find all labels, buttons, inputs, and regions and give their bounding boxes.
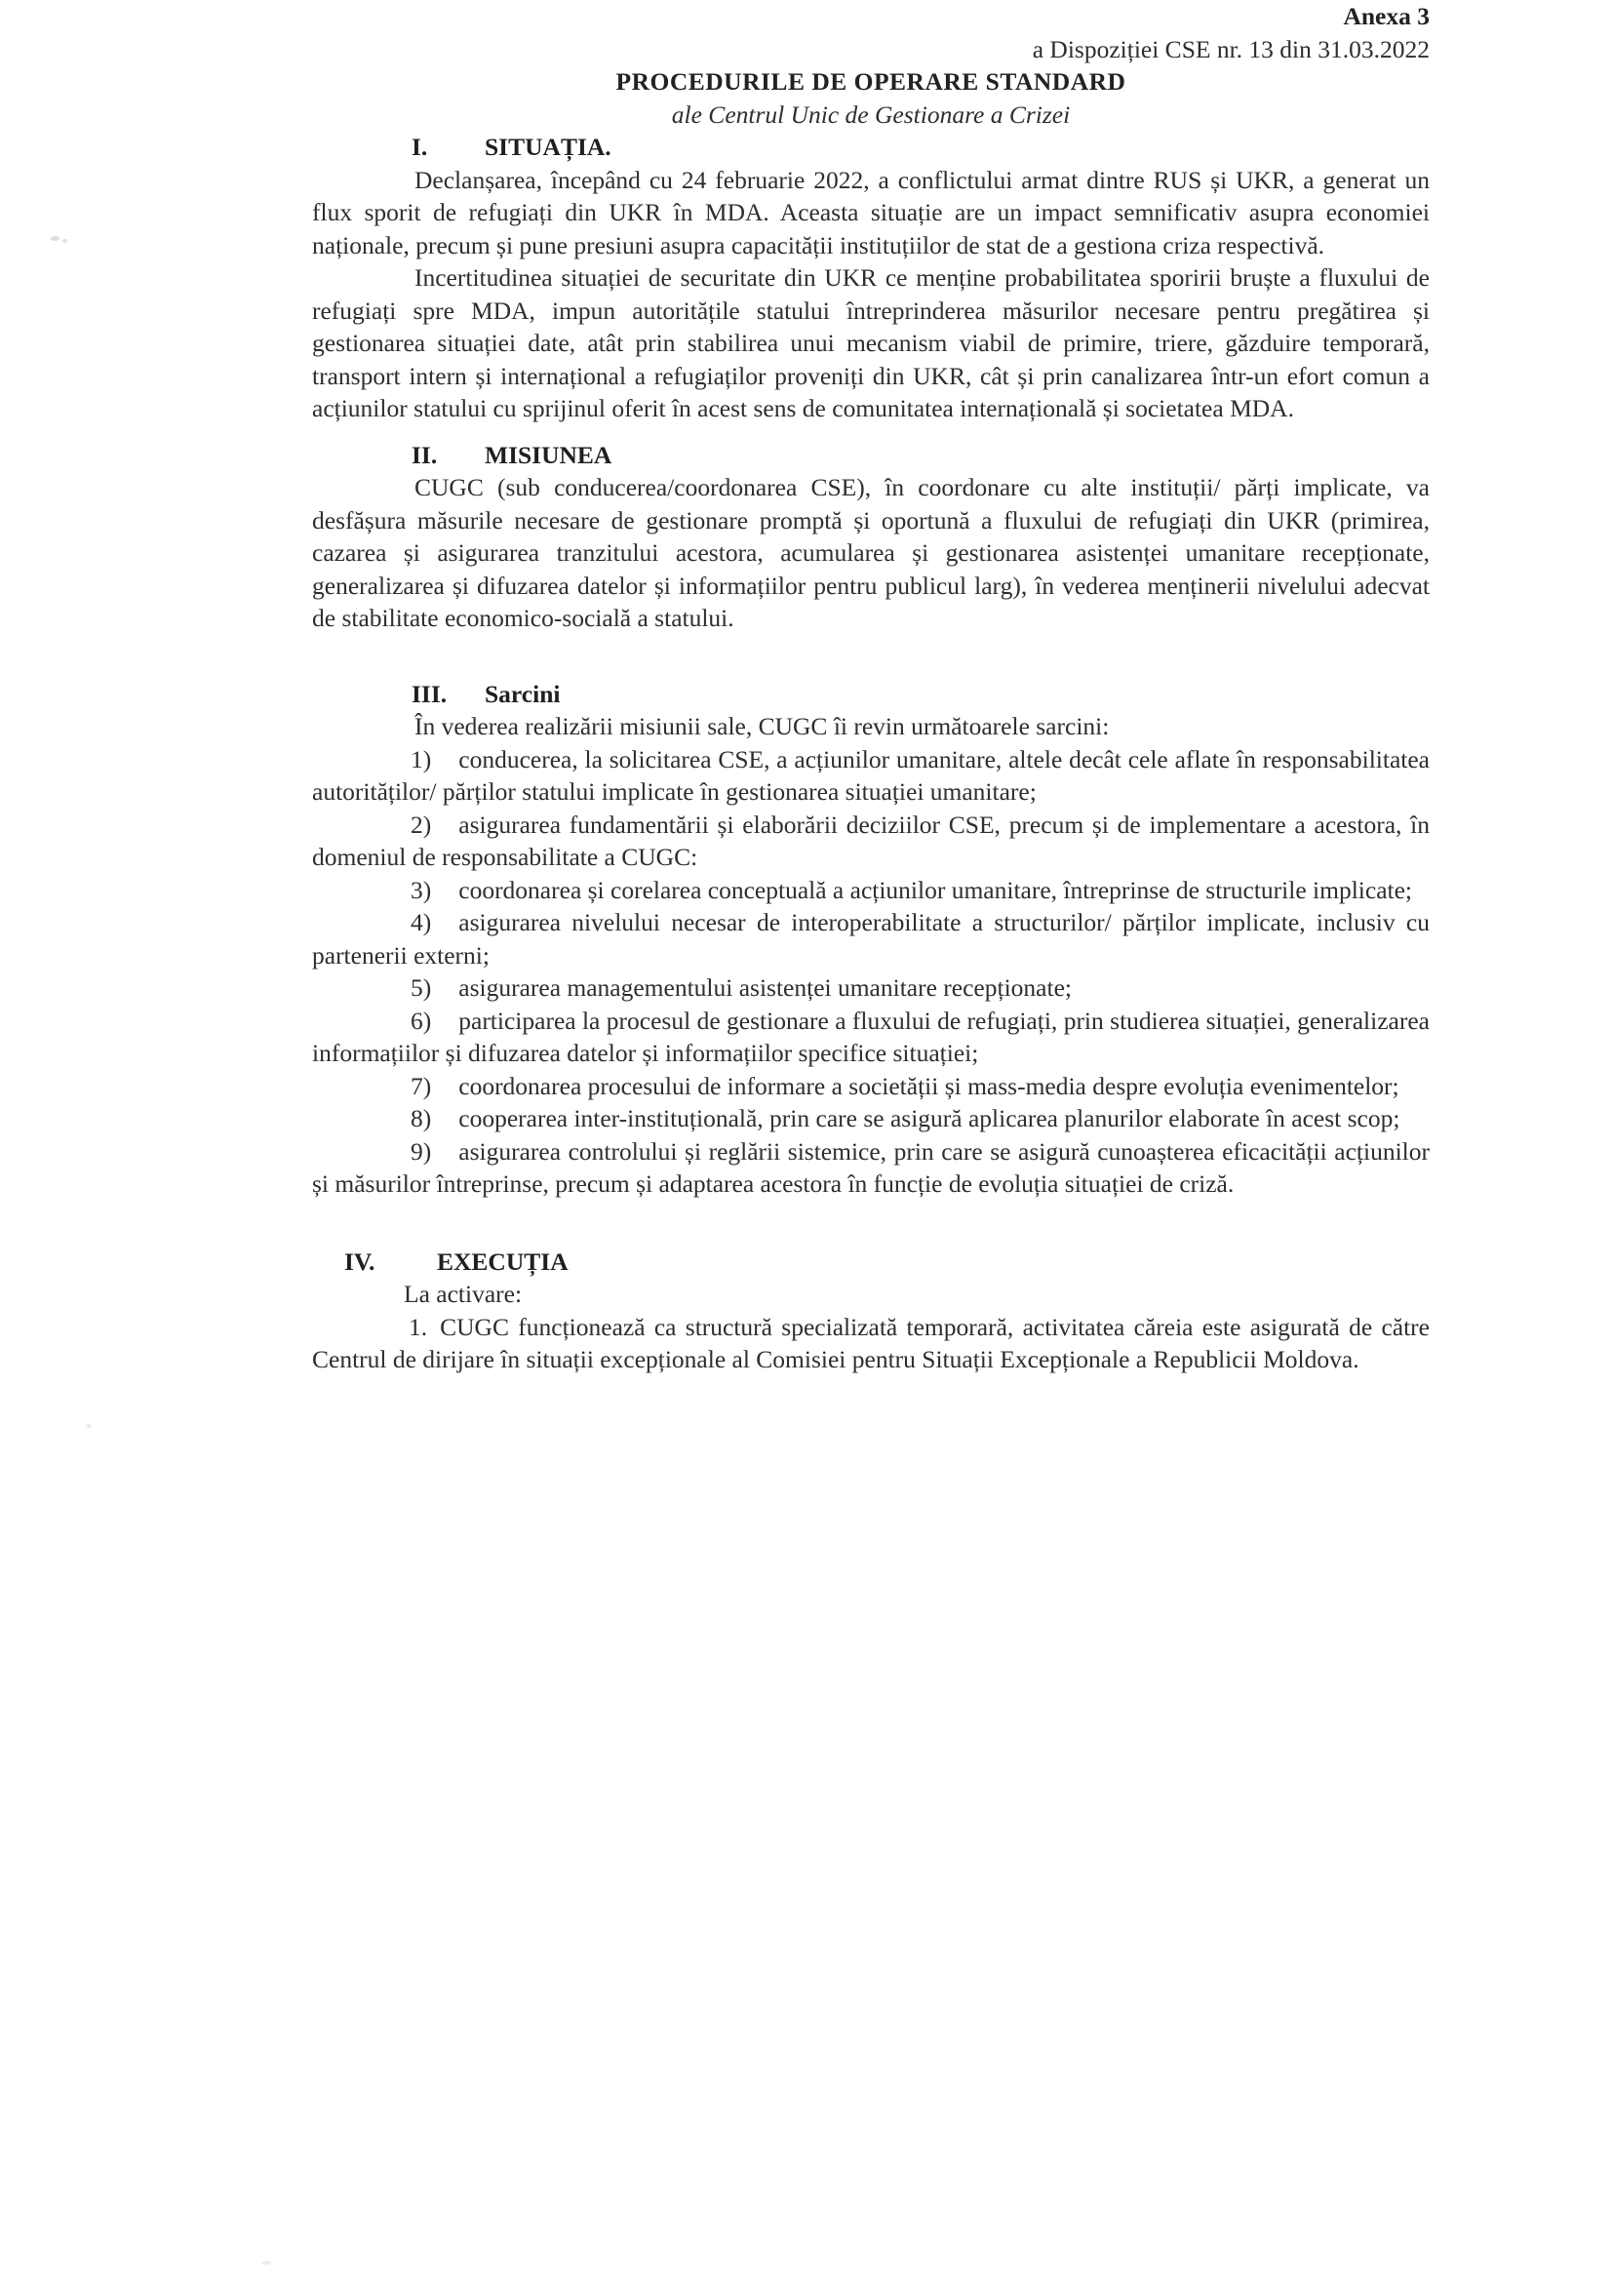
paragraph: Incertitudinea situației de securitate din UKR ce menține probabilitatea sporirii bruște a fluxului de refugiați spre MDA, impun autoritățile statului întreprinderea măsurilor necesare pentru pregătirea și gestionarea situației date, atât prin stabilirea unui mecanism viabil de primire, triere, găzduire temporară, transport intern și internațional a refugiaților proveniți din UKR, cât și prin canalizarea într-un efort comun a acțiunilor statului cu sprijinul oferit în acest sens de comunitatea internațională și societatea MDA.: [312, 263, 1430, 422]
section-intro: La activare:: [404, 1280, 523, 1308]
section-title: EXECUȚIA: [437, 1247, 569, 1276]
item-text: conducerea, la solicitarea CSE, a acțiunilor umanitare, altele decât cele aflate în responsabilitatea autorităților/ părților statului implicate în gestionarea situației umanitare;: [312, 744, 1430, 806]
document-title: PROCEDURILE DE OPERARE STANDARD: [615, 67, 1126, 96]
item-number: 8): [411, 1104, 432, 1132]
section-heading-sarcini: [312, 678, 1430, 711]
item-number: 1.: [409, 1312, 428, 1341]
annex-label: Anexa 3: [1343, 2, 1430, 30]
section-number: IV.: [344, 1247, 375, 1276]
item-number: 2): [411, 810, 432, 839]
item-number: 7): [411, 1071, 432, 1100]
list-item: [312, 971, 1430, 1005]
list-item: [312, 1135, 1430, 1201]
list-item: [312, 1005, 1430, 1070]
item-number: 1): [411, 744, 432, 773]
item-text: CUGC funcționează ca structură specializată temporară, activitatea căreia este asigurată de către Centrul de dirijare în situații excepționale al Comisiei pentru Situații Excepționale a Republicii Moldova.: [312, 1312, 1430, 1373]
list-item: [312, 1102, 1430, 1135]
paragraph: CUGC (sub conducerea/coordonarea CSE), în coordonare cu alte instituții/ părți implicate, va desfășura măsurile necesare de gestionare promptă și oportună a fluxului de refugiați din UKR (primirea, cazarea și asigurarea tranzitului acestora, acumularea și gestionarea asistenței umanitare recepționate, generalizarea și difuzarea datelor și informațiilor pentru publicul larg), în vederea menținerii nivelului adecvat de stabilitate economico-socială a statului.: [312, 473, 1430, 632]
document-content: [312, 0, 1430, 1376]
section-heading-executia: [312, 1246, 1430, 1279]
scan-speck: [86, 1424, 92, 1428]
section-number: II.: [412, 440, 438, 469]
paragraph: Declanșarea, începând cu 24 februarie 2022, a conflictului armat dintre RUS și UKR, a generat un flux sporit de refugiați din UKR în MDA. Aceasta situație are un impact semnificativ asupra economiei naționale, precum și pune presiuni asupra capacității instituțiilor de stat de a gestiona criza respectivă.: [312, 165, 1430, 259]
section-title: Sarcini: [485, 679, 561, 708]
section-heading-situatia: [312, 131, 1430, 164]
scan-speck: [51, 236, 59, 241]
list-item: [312, 743, 1430, 809]
section-title: SITUAȚIA.: [485, 133, 611, 161]
list-item: [312, 906, 1430, 971]
section-heading-misiunea: [312, 439, 1430, 472]
item-text: participarea la procesul de gestionare a fluxului de refugiați, prin studierea situației, generalizarea informațiilor și difuzarea datelor și informațiilor specifice situației;: [312, 1006, 1430, 1067]
item-text: asigurarea managementului asistenței umanitare recepționate;: [458, 973, 1072, 1002]
section-intro: În vederea realizării misiunii sale, CUGC îi revin următoarele sarcini:: [414, 712, 1110, 740]
scan-speck: [261, 2261, 271, 2265]
item-number: 4): [411, 908, 432, 936]
document-subtitle: ale Centrul Unic de Gestionare a Crizei: [671, 99, 1071, 129]
item-text: coordonarea procesului de informare a societății și mass-media despre evoluția evenimentelor;: [458, 1071, 1399, 1100]
section-title: MISIUNEA: [485, 440, 612, 469]
item-number: 3): [411, 875, 432, 904]
list-item: [312, 1311, 1430, 1376]
item-number: 5): [411, 973, 432, 1002]
list-item: [312, 809, 1430, 874]
section-number: III.: [412, 679, 448, 708]
item-number: 9): [411, 1136, 432, 1166]
reference-line: a Dispoziției CSE nr. 13 din 31.03.2022: [1032, 34, 1430, 63]
section-number: I.: [412, 133, 428, 161]
item-text: cooperarea inter-instituțională, prin care se asigură aplicarea planurilor elaborate în acest scop;: [458, 1104, 1400, 1132]
list-item: [312, 1070, 1430, 1103]
item-text: asigurarea controlului și reglării sistemice, prin care se asigură cunoașterea eficacității acțiunilor și măsurilor întreprinse, precum și adaptarea acestora în funcție de evoluția situației de criză.: [312, 1136, 1430, 1198]
scan-speck: [62, 239, 67, 243]
item-text: coordonarea și corelarea conceptuală a acțiunilor umanitare, întreprinse de structurile implicate;: [458, 875, 1413, 904]
item-text: asigurarea fundamentării și elaborării deciziilor CSE, precum și de implementare a acestora, în domeniul de responsabilitate a CUGC:: [312, 810, 1430, 871]
item-number: 6): [411, 1006, 432, 1035]
list-item: [312, 874, 1430, 907]
item-text: asigurarea nivelului necesar de interoperabilitate a structurilor/ părților implicate, inclusiv cu partenerii externi;: [312, 908, 1430, 970]
